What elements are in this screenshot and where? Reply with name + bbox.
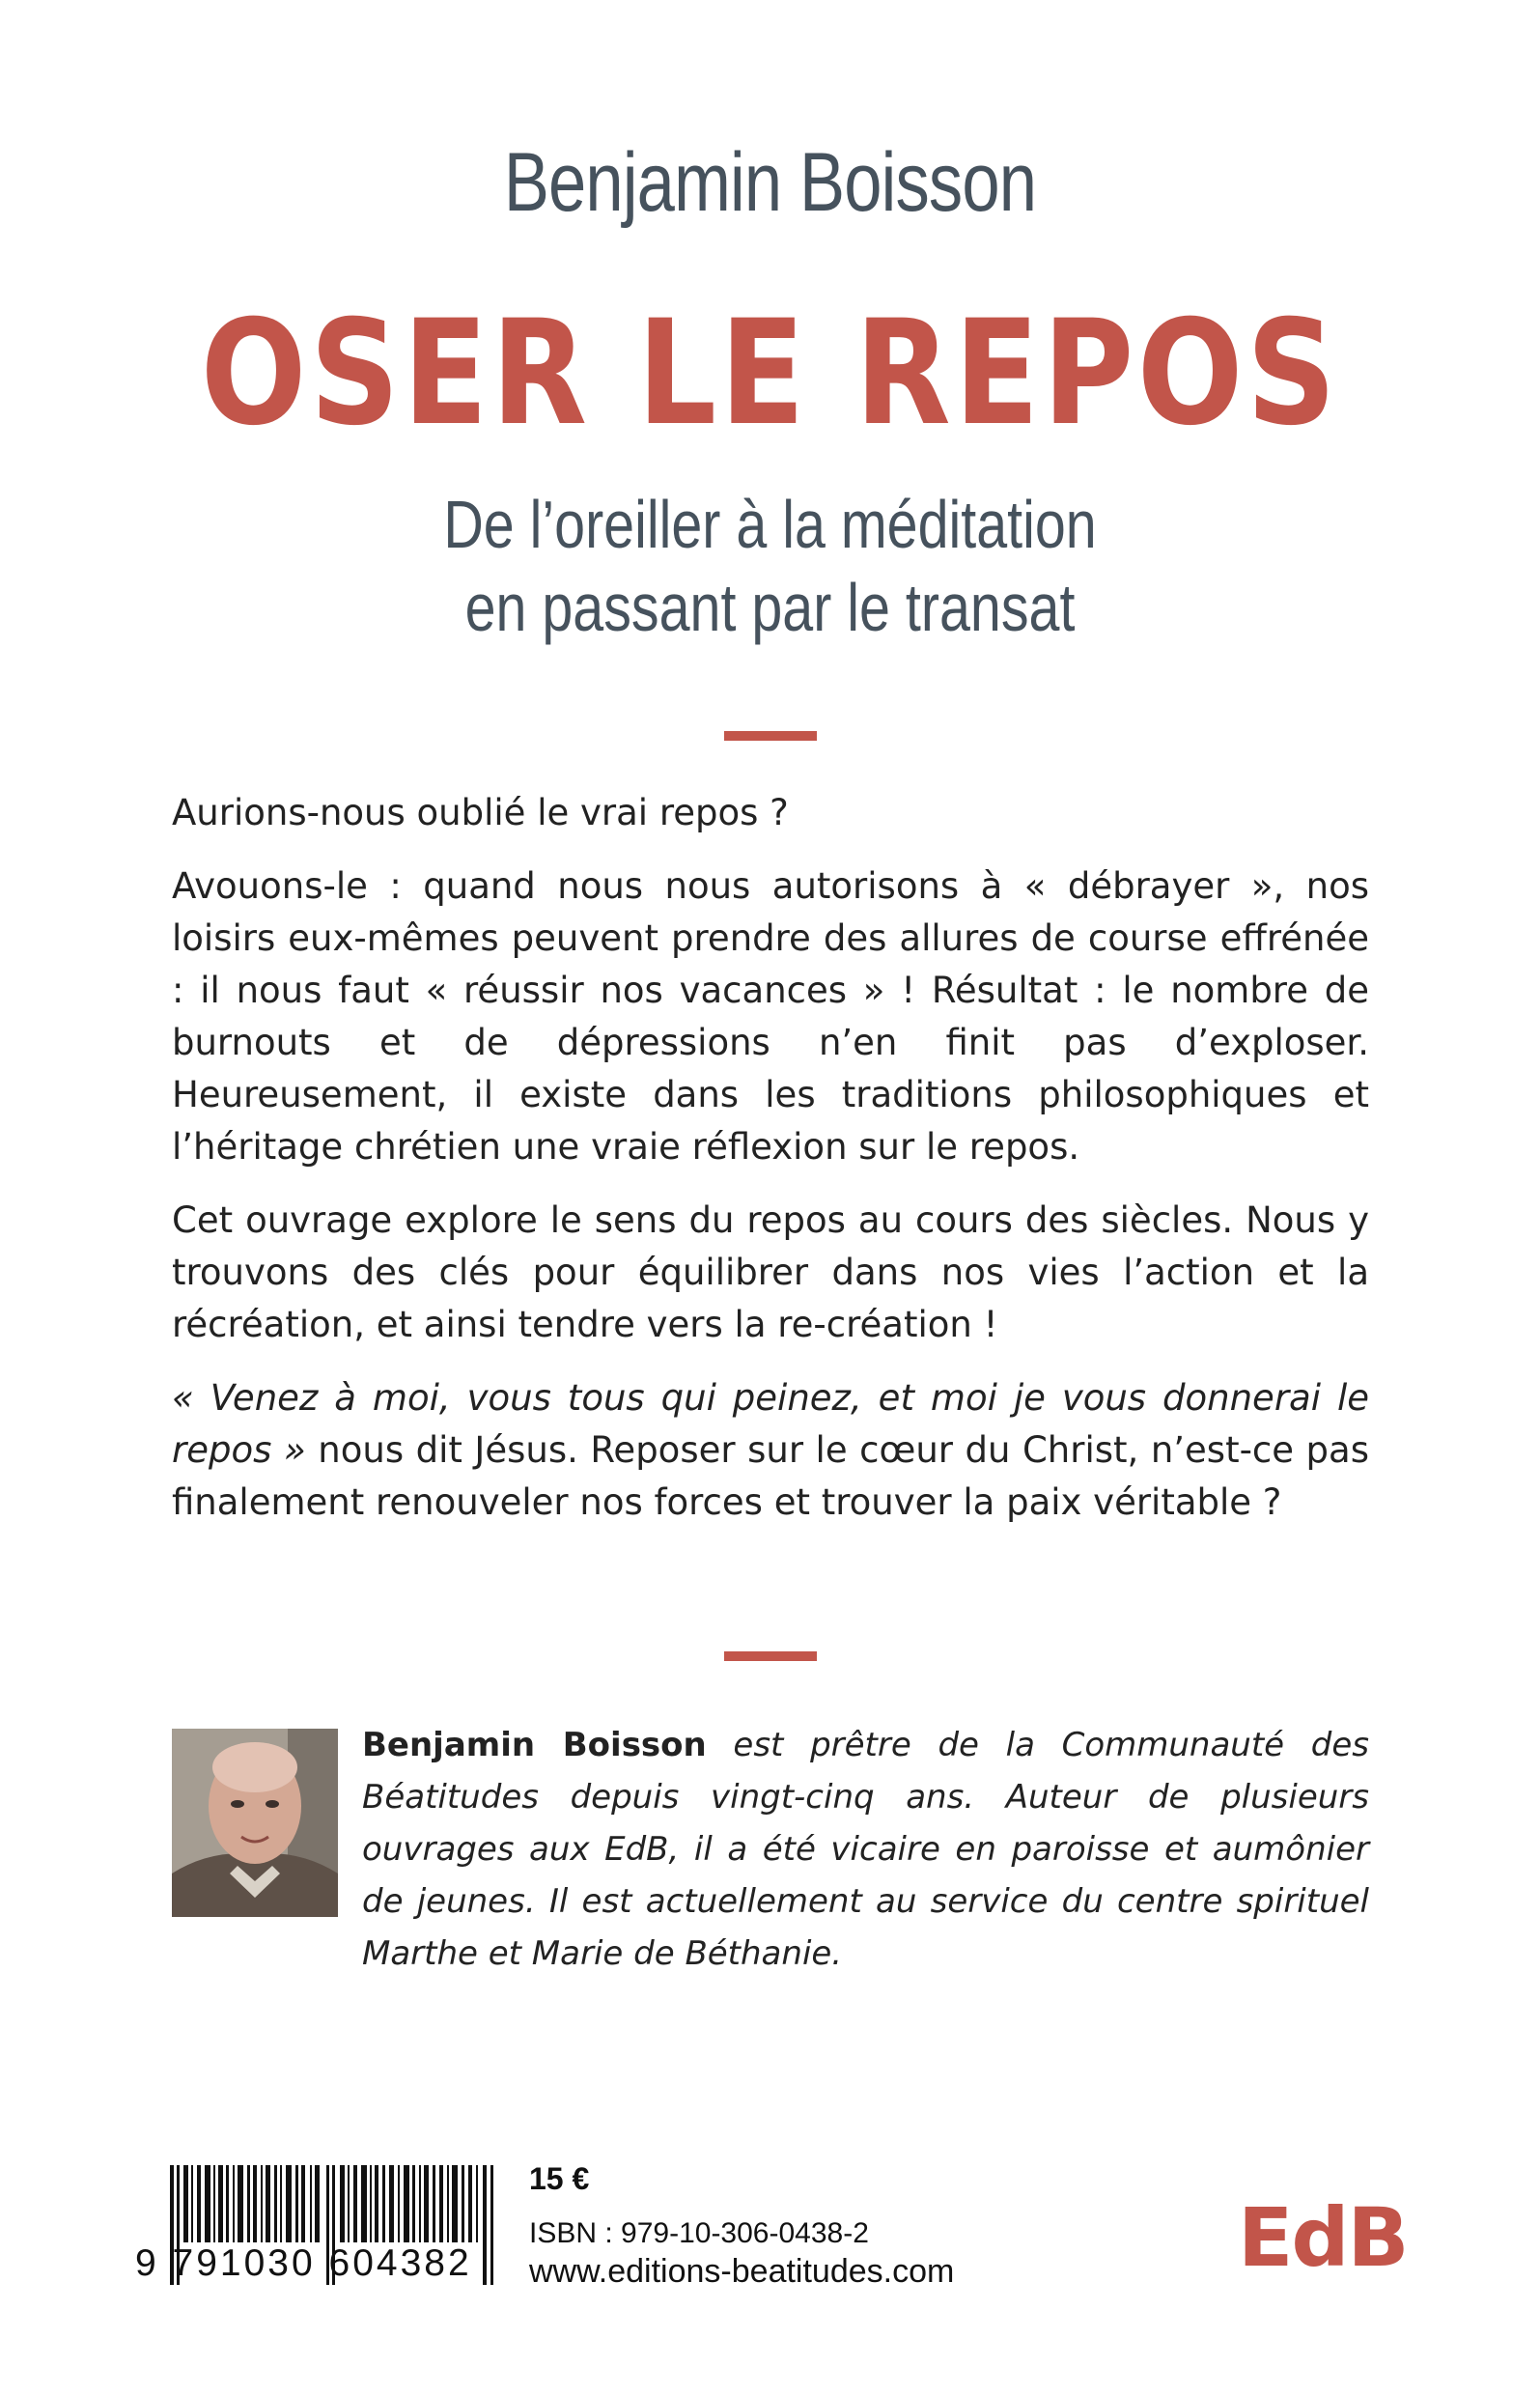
subtitle-line-2: en passant par le transat bbox=[464, 570, 1076, 645]
blurb-paragraph-2: Avouons-le : quand nous nous autorisons à « débrayer », nos loisirs eux-mêmes peuvent prendre des allures de course effrénée : il nous faut « réussir nos vacances » ! Résultat : le nombre de burnouts et de dépressions n’en finit pas d’exploser. Heureusement, il existe dans les traditions philosophiques et l’héritage chrétien une vraie réflexion sur le repos. bbox=[172, 865, 1369, 1168]
blurb-paragraph-3: Cet ouvrage explore le sens du repos au cours des siècles. Nous y trouvons des clés pour équilibrer dans nos vies l’action et la récréation, et ainsi tendre vers la re-création ! bbox=[172, 1199, 1369, 1345]
blurb bbox=[172, 787, 1369, 1550]
bio-author-name: Benjamin Boisson bbox=[362, 1726, 707, 1764]
blurb-paragraph-4 bbox=[172, 1372, 1369, 1529]
publisher-logo: EdB bbox=[1238, 2190, 1408, 2285]
publisher-website[interactable]: www.editions-beatitudes.com bbox=[529, 2253, 955, 2290]
isbn: ISBN : 979-10-306-0438-2 bbox=[529, 2217, 869, 2249]
author-photo bbox=[172, 1729, 338, 1917]
divider-top bbox=[724, 731, 817, 741]
divider-bottom bbox=[724, 1651, 817, 1661]
author-name: Benjamin Boisson bbox=[503, 136, 1037, 229]
book-title: OSER LE REPOS bbox=[200, 290, 1340, 458]
bible-quote: « Venez à moi, vous tous qui peinez, et moi je vous donnerai le repos » bbox=[172, 1377, 1369, 1471]
price: 15 € bbox=[529, 2161, 590, 2196]
bio-text: est prêtre de la Communauté des Béatitudes depuis vingt-cinq ans. Auteur de plusieurs ouvrages aux EdB, il a été vicaire en paroisse et aumônier de jeunes. Il est actuellement au service du centre spirituel Marthe et Marie de Béthanie. bbox=[362, 1726, 1369, 1973]
blurb-paragraph-1: Aurions-nous oublié le vrai repos ? bbox=[172, 792, 789, 833]
book-subtitle bbox=[139, 483, 1402, 649]
subtitle-line-1: De l’oreiller à la méditation bbox=[443, 487, 1097, 562]
barcode-digits: 9 791030 604382 bbox=[135, 2242, 472, 2284]
author-bio bbox=[362, 1719, 1369, 1980]
blurb-paragraph-4-rest: nous dit Jésus. Reposer sur le cœur du Christ, n’est-ce pas finalement renouveler nos forces et trouver la paix véritable ? bbox=[172, 1429, 1369, 1523]
